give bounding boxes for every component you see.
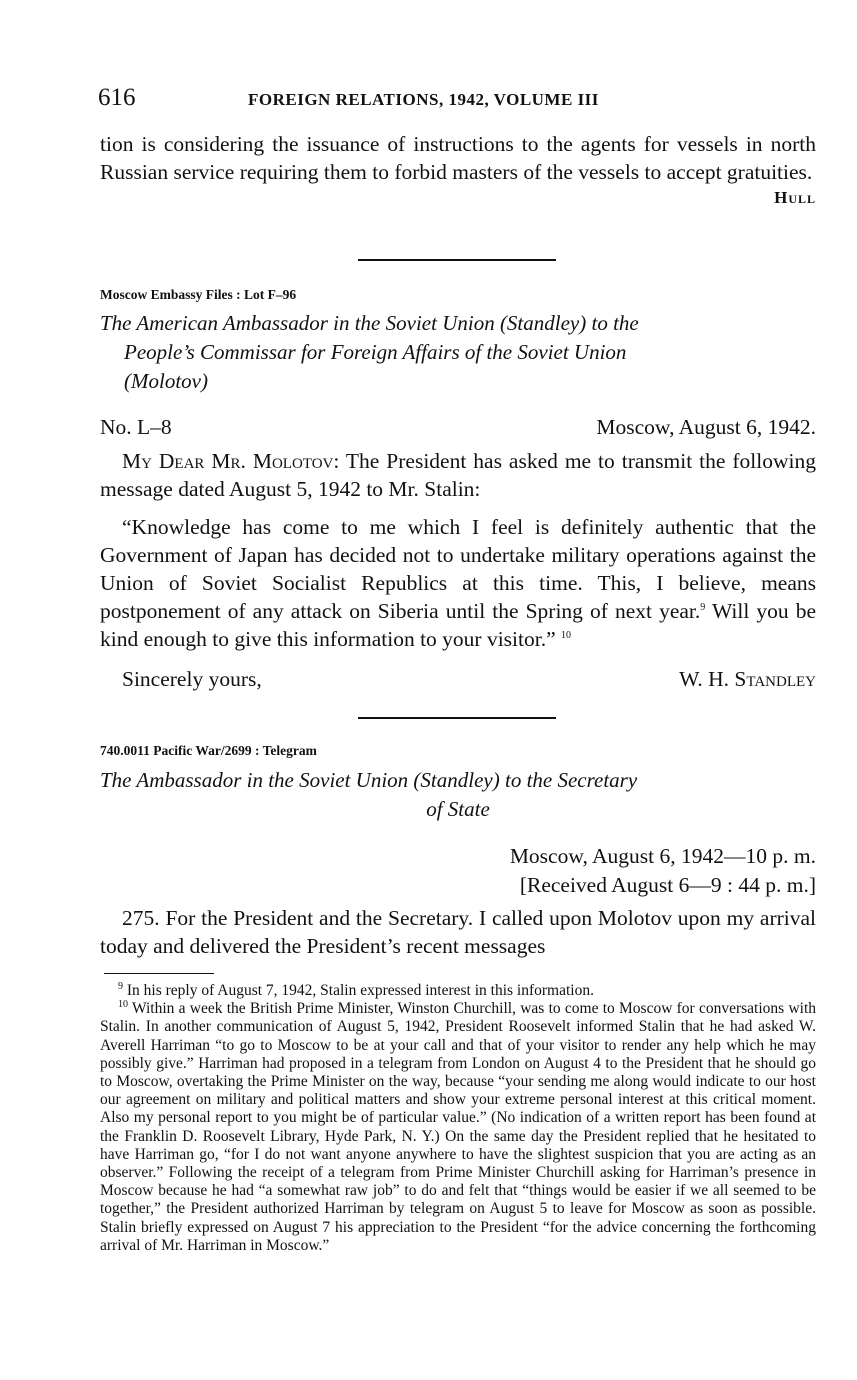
footnote-9-text: In his reply of August 7, 1942, Stalin expressed interest in this information. bbox=[126, 982, 594, 999]
footnote-ref-10: 10 bbox=[561, 629, 572, 641]
doc1-title bbox=[100, 309, 816, 396]
doc1-salutation: My Dear Mr. Molotov: bbox=[122, 449, 340, 473]
footnote-9-number: 9 bbox=[118, 980, 123, 992]
continuation-signature: Hull bbox=[774, 188, 816, 207]
footnote-9 bbox=[100, 982, 816, 1000]
doc2-body-text: 275. For the President and the Secretary. I called upon Molotov upon my arrival today and delivered the President’s recent messages bbox=[100, 906, 816, 958]
doc1-dateline: Moscow, August 6, 1942. bbox=[596, 415, 816, 439]
doc1-intro: The President has asked me to transmit the following message dated August 5, 1942 to Mr. Stalin: bbox=[100, 449, 816, 501]
doc1-quote-part2: Will you be kind enough to give this information to your visitor.” bbox=[100, 599, 816, 651]
doc1-title-line3: (Molotov) bbox=[124, 369, 208, 393]
doc1-intro-paragraph bbox=[100, 447, 816, 503]
doc2-title-line2: of State bbox=[426, 797, 490, 821]
doc1-title-line1: The American Ambassador in the Soviet Union (Standley) to the bbox=[100, 311, 639, 335]
footnote-10-text: Within a week the British Prime Minister, Winston Churchill, was to come to Moscow for conversations with Stalin. In another communication of August 5, 1942, President Roosevelt informed Stalin that he had asked W. Averell Harriman “to go to Moscow to be at your call and that of your visitor to render any help which he may possibly give.” Harriman had proposed in a telegram from London on August 4 to the President that he should go to Moscow, overtaking the Prime Minister on the way, because “your sending me along would indicate to our host our agreement on military and political matters and show your extreme personal interest at this critical moment. Also my personal report to you might be of particular value.” (No indication of a written report has been found at the Franklin D. Roosevelt Library, Hyde Park, N. Y.) On the same day the President replied that he hesitated to have Harriman go, “for I do not want anyone anywhere to have the slightest suspicion that you are acting as an observer.” Following the receipt of a telegram from Prime Minister Churchill asking for Harriman’s presence in Moscow because he had “a somewhat raw job” to do and felt that “things would be easier if we all seemed to be together,” the President authorized Harriman by telegram on August 5 to leave for Moscow as soon as possible. Stalin briefly expressed on August 7 his appreciation to the President “for the advice concerning the forthcoming arrival of Mr. Harriman in Moscow.” bbox=[100, 1000, 816, 1254]
doc2-title-line1: The Ambassador in the Soviet Union (Standley) to the Secretary bbox=[100, 768, 638, 792]
doc1-header-row bbox=[100, 415, 816, 440]
doc2-body bbox=[100, 904, 816, 960]
footnote-rule bbox=[104, 973, 214, 974]
doc2-file-reference: 740.0011 Pacific War/2699 : Telegram bbox=[100, 743, 317, 758]
footnote-10-number: 10 bbox=[118, 999, 128, 1011]
continuation-text: tion is considering the issuance of instructions to the agents for vessels in north Russian service requiring them to forbid masters of the vessels to accept gratuities. bbox=[100, 132, 816, 184]
doc2-dateline-block bbox=[100, 842, 816, 900]
doc2-title bbox=[100, 766, 816, 824]
footnote-10 bbox=[100, 1000, 816, 1255]
running-head bbox=[100, 84, 816, 114]
doc1-title-line2: People’s Commissar for Foreign Affairs of the Soviet Union bbox=[124, 340, 627, 364]
running-title: FOREIGN RELATIONS, 1942, VOLUME III bbox=[248, 90, 599, 109]
doc1-closing: Sincerely yours, bbox=[122, 667, 262, 691]
doc1-file-reference: Moscow Embassy Files : Lot F–96 bbox=[100, 287, 297, 302]
doc1-closing-row bbox=[100, 667, 816, 692]
doc2-received: [Received August 6—9 : 44 p. m.] bbox=[519, 873, 816, 897]
doc1-quote-part1: “Knowledge has come to me which I feel is definitely authentic that the Government of Japan has decided not to undertake military operations against the Union of Soviet Socialist Republics at this time. This, I believe, means postponement of any attack on Siberia until the Spring of next year. bbox=[100, 515, 816, 623]
page-number: 616 bbox=[98, 84, 136, 111]
doc1-signature: W. H. Standley bbox=[679, 667, 816, 691]
doc2-dateline: Moscow, August 6, 1942—10 p. m. bbox=[509, 844, 816, 868]
doc1-number: No. L–8 bbox=[100, 415, 172, 439]
section-divider bbox=[358, 259, 556, 261]
doc1-quote bbox=[100, 513, 816, 653]
section-divider-2 bbox=[358, 717, 556, 719]
doc1-body bbox=[100, 447, 816, 692]
continuation-block bbox=[100, 130, 816, 208]
footnotes bbox=[100, 982, 816, 1255]
footnote-ref-9: 9 bbox=[700, 601, 706, 613]
